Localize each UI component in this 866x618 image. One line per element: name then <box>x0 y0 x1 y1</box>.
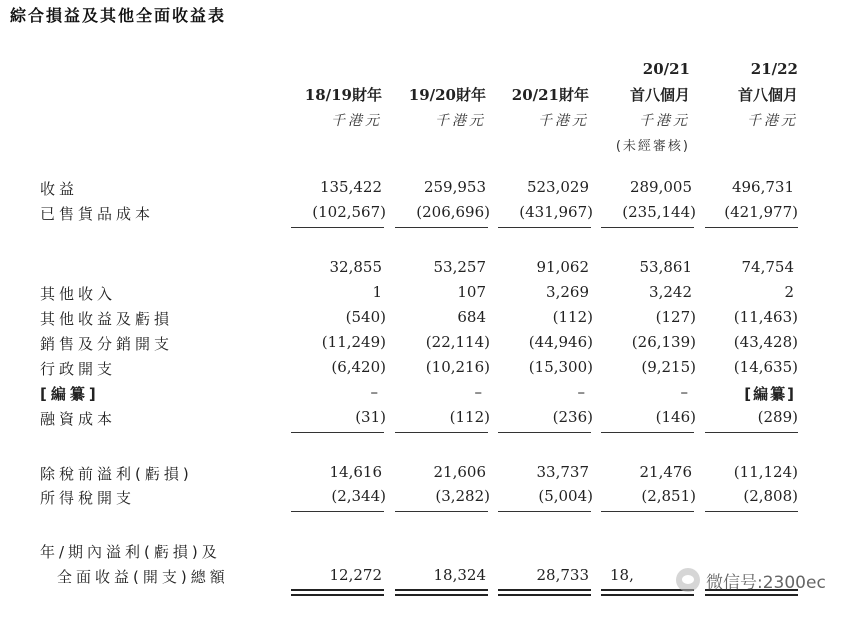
row-value: – <box>680 383 688 401</box>
row-value: 684 <box>457 308 486 326</box>
statement-title: 綜合損益及其他全面收益表 <box>10 6 227 25</box>
row-value: 2 <box>784 283 794 301</box>
row-value: – <box>474 383 482 401</box>
row-value: 107 <box>457 283 486 301</box>
row-value: (2,808) <box>743 487 798 505</box>
row-value: – <box>370 383 378 401</box>
row-value: (540) <box>345 308 386 326</box>
row-value: 1 <box>372 283 382 301</box>
row-value: (206,696) <box>416 203 490 221</box>
total-value: 18, <box>610 566 634 584</box>
row-value: (112) <box>449 408 490 426</box>
row-value: (43,428) <box>733 333 798 351</box>
row-value: 3,269 <box>546 283 589 301</box>
row-value: 21,476 <box>639 463 692 481</box>
total-value: 12,272 <box>329 566 382 584</box>
row-value: (26,139) <box>631 333 696 351</box>
column-header-unit: 千港元 <box>639 113 690 129</box>
row-value: 3,242 <box>649 283 692 301</box>
gross-profit-value: 53,861 <box>639 258 692 276</box>
column-header-unit: 千港元 <box>747 113 798 129</box>
row-value: 523,029 <box>526 178 589 196</box>
column-header-period: 首八個月 <box>737 86 798 104</box>
row-value: (421,977) <box>724 203 798 221</box>
column-header-2 <box>394 56 486 134</box>
row-value: (112) <box>552 308 593 326</box>
row-value: (9,215) <box>641 358 696 376</box>
row-value: 21,606 <box>433 463 486 481</box>
column-header-period: 20/21財年 <box>511 86 589 104</box>
row-value: (14,635) <box>733 358 798 376</box>
row-value: (11,463) <box>733 308 798 326</box>
subtotal-rule <box>395 432 488 433</box>
column-header-period: 18/19財年 <box>304 86 382 104</box>
subtotal-rule <box>395 227 488 228</box>
row-value: (146) <box>655 408 696 426</box>
subtotal-rule <box>395 511 488 512</box>
row-label: 全面收益(開支)總額 <box>57 568 229 586</box>
row-value: (5,004) <box>538 487 593 505</box>
row-value: 14,616 <box>329 463 382 481</box>
column-header-1 <box>290 56 382 134</box>
column-header-3 <box>497 56 589 134</box>
row-value: – <box>577 383 585 401</box>
total-double-rule <box>291 594 384 596</box>
gross-profit-value: 53,257 <box>433 258 486 276</box>
watermark-text: 微信号:2300ec <box>706 572 826 593</box>
wechat-logo-icon <box>676 568 700 592</box>
column-header-year-line <box>394 56 486 82</box>
row-value: (15,300) <box>528 358 593 376</box>
column-header-period: 19/20財年 <box>408 86 486 104</box>
row-value: (127) <box>655 308 696 326</box>
column-header-unit: 千港元 <box>331 113 382 129</box>
subtotal-rule <box>291 432 384 433</box>
subtotal-rule <box>705 432 798 433</box>
row-label: 其他收入 <box>40 285 117 303</box>
row-label: 已售貨品成本 <box>40 205 155 223</box>
row-value: (235,144) <box>622 203 696 221</box>
row-value: 135,422 <box>319 178 382 196</box>
column-header-year-line: 21/22 <box>750 60 798 78</box>
row-value: [編纂] <box>744 385 796 403</box>
column-header-5 <box>700 56 798 134</box>
row-value: (11,249) <box>321 333 386 351</box>
column-header-unit: 千港元 <box>538 113 589 129</box>
subtotal-rule <box>601 511 694 512</box>
row-label: 除稅前溢利(虧損) <box>40 465 193 483</box>
row-value: (10,216) <box>425 358 490 376</box>
subtotal-rule <box>498 511 591 512</box>
subtotal-rule <box>291 227 384 228</box>
row-label: 行政開支 <box>40 360 117 378</box>
row-value: (102,567) <box>312 203 386 221</box>
gross-profit-value: 74,754 <box>741 258 794 276</box>
subtotal-rule <box>705 511 798 512</box>
column-header-note: (未經審核) <box>615 139 690 154</box>
subtotal-rule <box>498 432 591 433</box>
row-value: (6,420) <box>331 358 386 376</box>
total-double-rule <box>395 594 488 596</box>
row-value: (289) <box>757 408 798 426</box>
row-value: (3,282) <box>435 487 490 505</box>
gross-profit-value: 32,855 <box>329 258 382 276</box>
subtotal-rule <box>705 227 798 228</box>
row-label: 所得稅開支 <box>40 489 136 507</box>
total-value: 18,324 <box>433 566 486 584</box>
column-header-year-line <box>290 56 382 82</box>
total-value: 28,733 <box>536 566 589 584</box>
row-value: 496,731 <box>731 178 794 196</box>
total-double-rule <box>291 589 384 591</box>
subtotal-rule <box>601 432 694 433</box>
column-header-year-line <box>497 56 589 82</box>
row-label: 年/期內溢利(虧損)及 <box>40 543 221 561</box>
subtotal-rule <box>601 227 694 228</box>
row-label: 收益 <box>40 180 79 198</box>
row-value: 33,737 <box>536 463 589 481</box>
row-label: 融資成本 <box>40 410 117 428</box>
subtotal-rule <box>291 511 384 512</box>
gross-profit-value: 91,062 <box>536 258 589 276</box>
column-header-period: 首八個月 <box>629 86 690 104</box>
wechat-watermark <box>676 564 866 596</box>
column-header-year-line: 20/21 <box>642 60 690 78</box>
row-value: (236) <box>552 408 593 426</box>
row-value: (11,124) <box>733 463 798 481</box>
subtotal-rule <box>498 227 591 228</box>
row-value: (2,344) <box>331 487 386 505</box>
total-double-rule <box>498 594 591 596</box>
row-value: (22,114) <box>425 333 490 351</box>
row-value: 289,005 <box>629 178 692 196</box>
row-value: (431,967) <box>519 203 593 221</box>
column-header-4 <box>592 56 690 160</box>
column-header-unit: 千港元 <box>435 113 486 129</box>
row-value: 259,953 <box>423 178 486 196</box>
row-value: (44,946) <box>528 333 593 351</box>
row-label: 銷售及分銷開支 <box>40 335 174 353</box>
row-value: (2,851) <box>641 487 696 505</box>
total-double-rule <box>395 589 488 591</box>
row-label: [編纂] <box>40 385 100 403</box>
row-value: (31) <box>355 408 386 426</box>
total-double-rule <box>498 589 591 591</box>
row-label: 其他收益及虧損 <box>40 310 174 328</box>
